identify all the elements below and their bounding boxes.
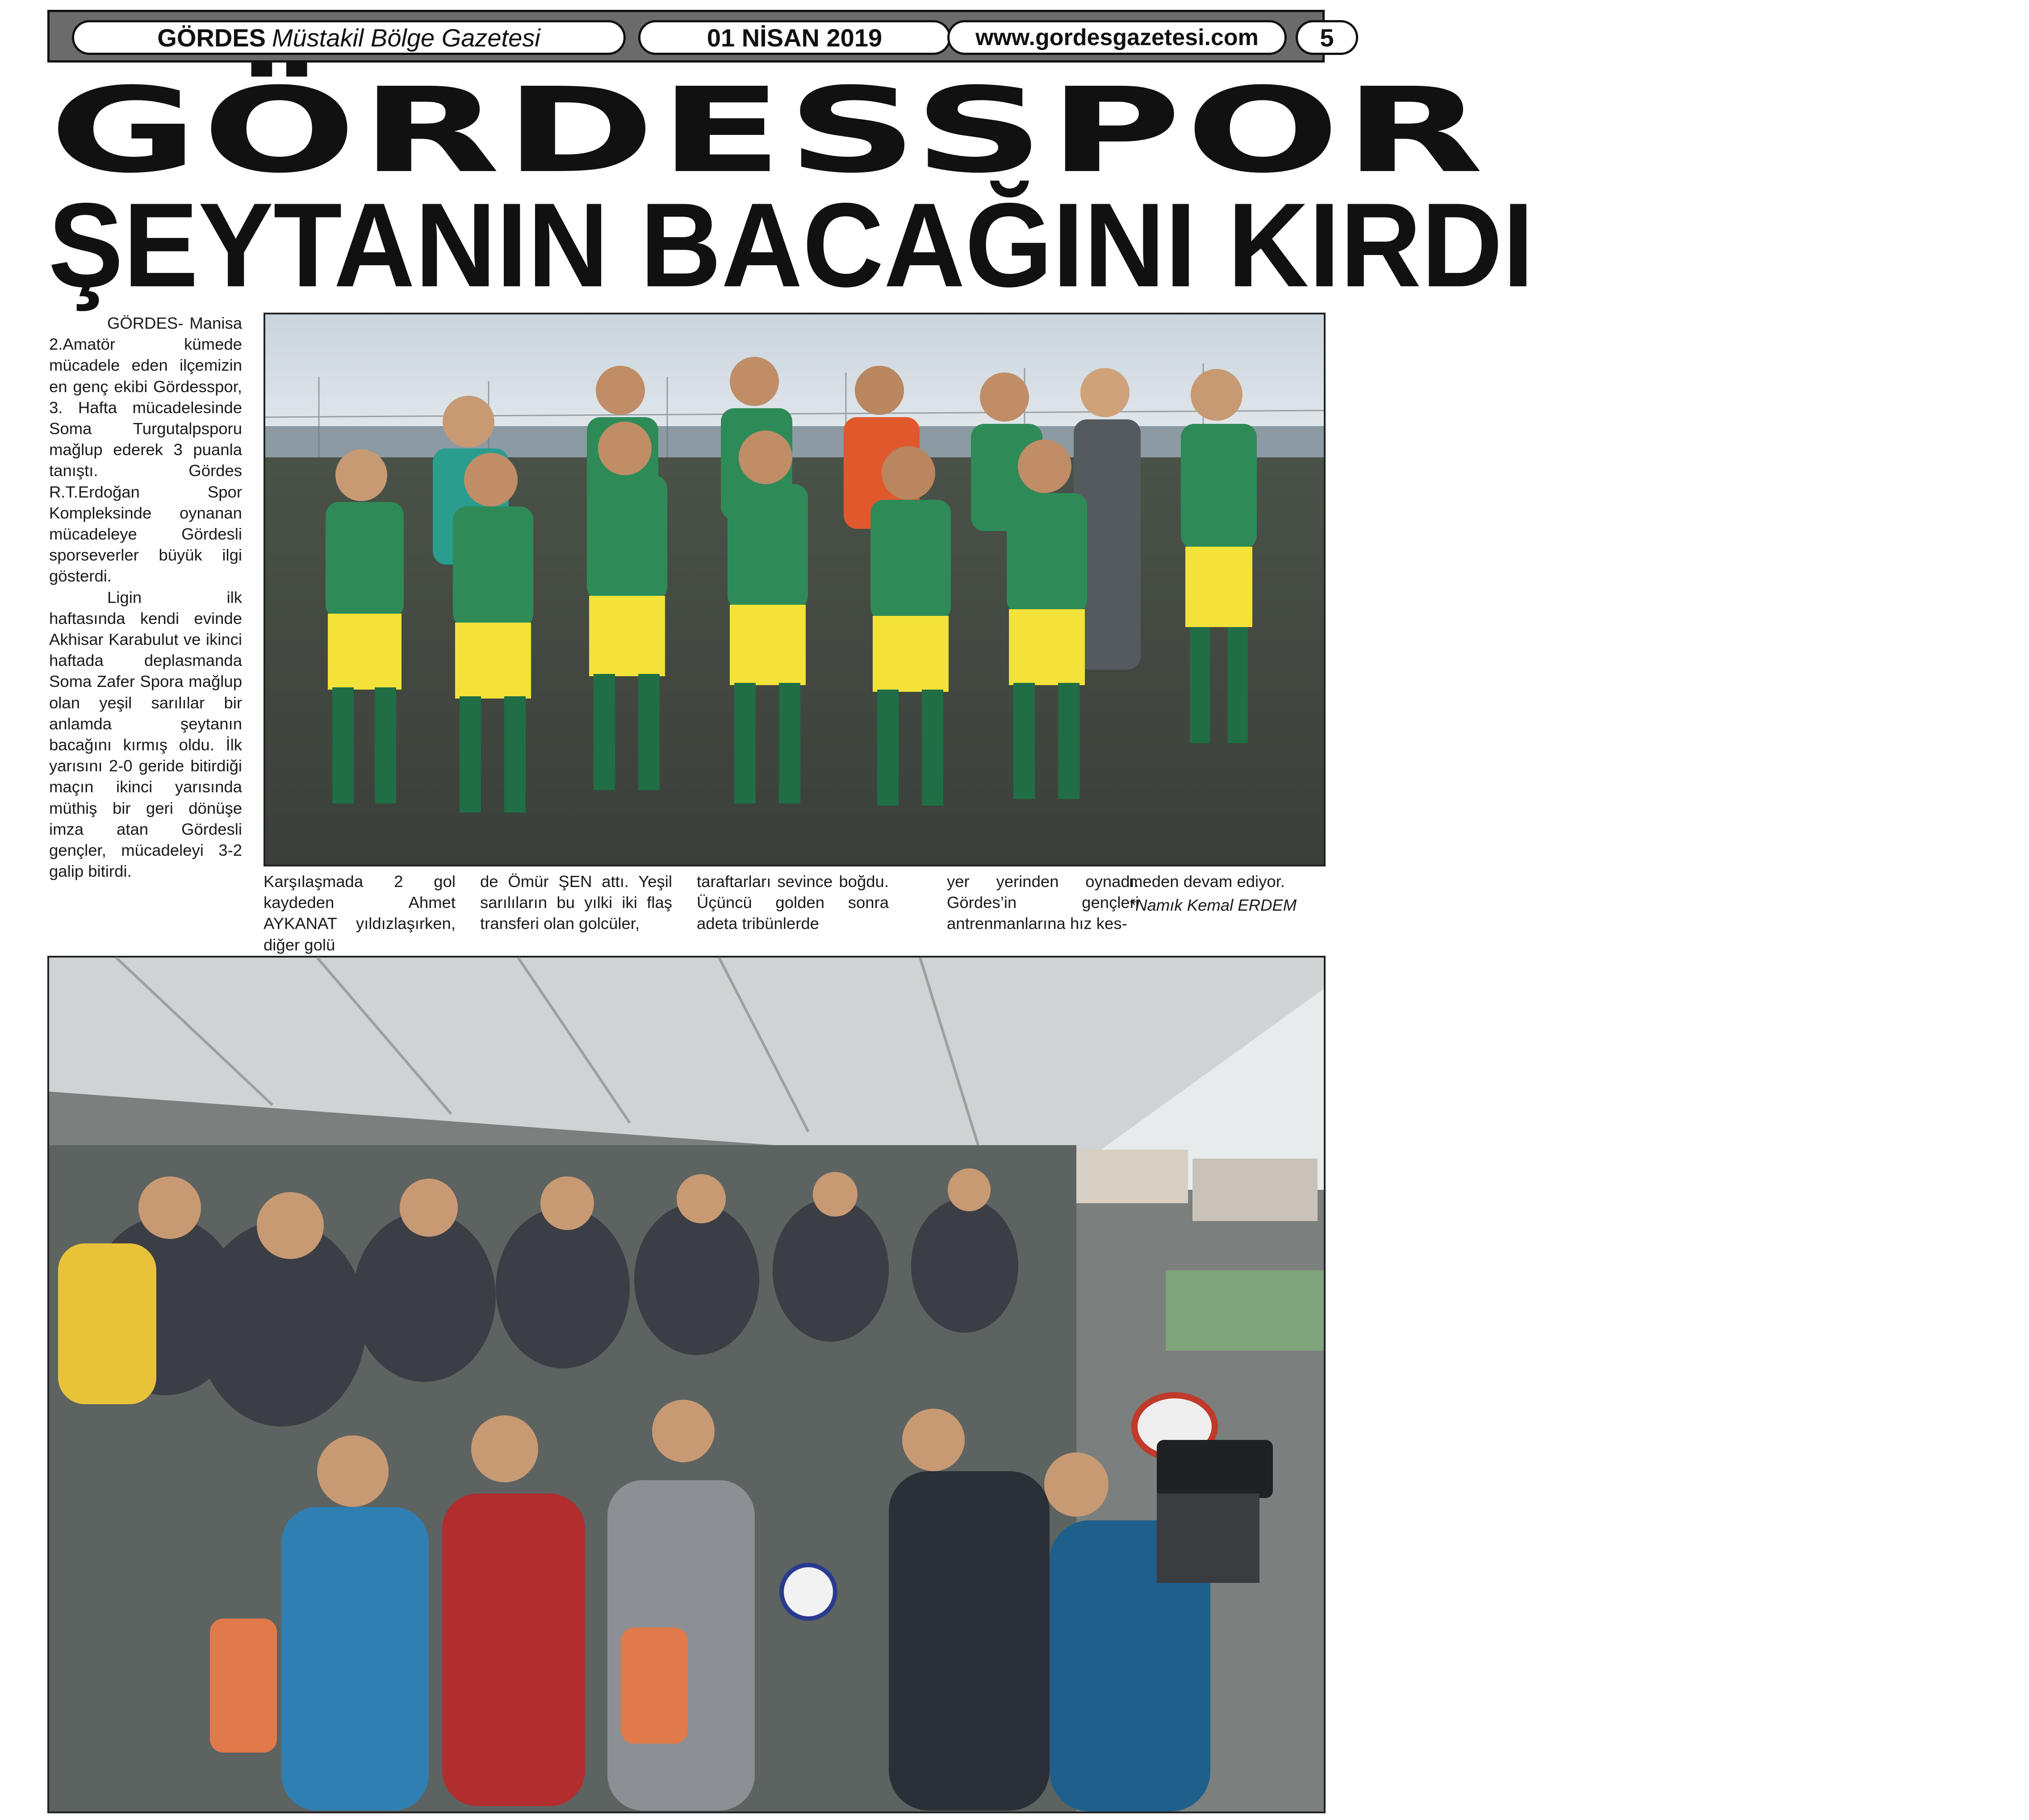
paper-name-pill [72, 20, 626, 55]
article-lead-column [49, 313, 242, 882]
page-number: 5 [1296, 20, 1358, 55]
article-column-4: yer yerinden oynadı. Gördes’in gençleri antrenmanlarına hız kes- [947, 872, 1139, 933]
kicker-headline: GÖRDESSPOR [49, 63, 1488, 199]
article-column-5-text: meden devam ediyor. [1129, 872, 1285, 891]
article-paragraph: GÖRDES- Manisa 2.Amatör kümede mücadele eden ilçemizin en genç ekibi Gördesspor, 3. Hafta mücadelesinde Soma Turgutalpsporu mağlup ederek 3 puanla tanıştı. Gördes R.T.Erdoğan Spor Kompleksinde oynanan mücadeleye Gördesli sporseverler büyük ilgi gösterdi. [49, 314, 242, 586]
paper-name: GÖRDES [157, 23, 266, 52]
article-column-3: taraftarları sevince boğdu. Üçüncü golden sonra adeta tribünlerde [697, 872, 889, 933]
team-photo-image [265, 314, 1324, 865]
main-headline: ŞEYTANIN BACAĞINI KIRDI [48, 178, 1534, 312]
author-byline: *Namık Kemal ERDEM [1129, 896, 1297, 915]
article-column-1: Karşılaşmada 2 gol kaydeden Ahmet AYKANAT yıldızlaşırken, diğer golü [264, 872, 456, 954]
issue-date: 01 NİSAN 2019 [638, 20, 951, 55]
team-photo [264, 313, 1326, 866]
masthead-bar [47, 10, 1334, 63]
article-column-5 [1129, 871, 1321, 916]
crowd-photo-image [49, 958, 1324, 1812]
article-paragraph: Ligin ilk haftasında kendi evinde Akhisar Karabulut ve ikinci haftada deplasmanda Soma Zafer Spora mağlup olan yeşil sarılılar bir anlamda şeytanın bacağını kırmış oldu. İlk yarısını 2-0 geride bitirdiği maçın ikinci yarısında müthiş bir geri dönüşe imza atan Gördesli gençler, mücadeleyi 3-2 galip bitirdi. [49, 588, 242, 881]
crowd-photo [47, 956, 1326, 1813]
paper-subtitle: Müstakil Bölge Gazetesi [272, 23, 540, 52]
website-link[interactable]: www.gordesgazetesi.com [947, 20, 1287, 55]
article-column-2: de Ömür ŞEN attı. Yeşil sarılıların bu yılki iki flaş transferi olan golcüler, [480, 872, 672, 933]
